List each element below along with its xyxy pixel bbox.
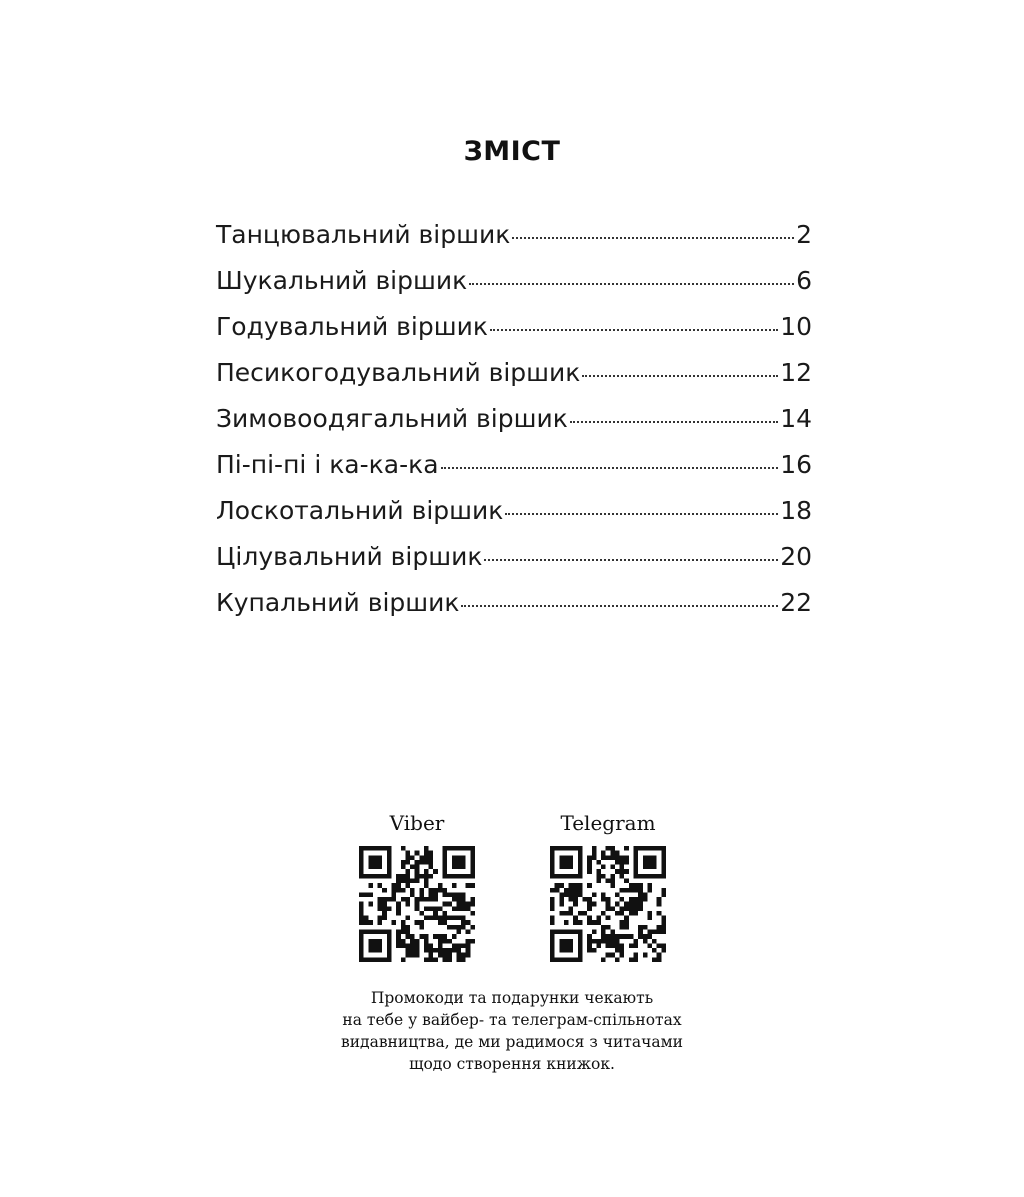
- toc-entry-title: Цілувальний віршик: [216, 542, 483, 571]
- toc-page-number: 12: [780, 358, 812, 387]
- toc-page-number: 22: [780, 588, 812, 617]
- promo-line: видавництва, де ми радимося з читачами: [340, 1033, 683, 1051]
- toc-page-number: 16: [780, 450, 812, 479]
- toc-entry-title: Шукальний віршик: [216, 266, 468, 295]
- toc-entry-title: Годувальний віршик: [216, 312, 488, 341]
- dot-leader: [505, 513, 778, 515]
- toc-entry[interactable]: [216, 450, 812, 496]
- toc-entry[interactable]: [216, 266, 812, 312]
- viber-qr-block: [357, 810, 477, 962]
- toc-entry-title: Лоскотальний віршик: [216, 496, 504, 525]
- toc-entry[interactable]: [216, 542, 812, 588]
- dot-leader: [490, 329, 778, 331]
- toc-entry[interactable]: [216, 312, 812, 358]
- page-title: ЗМІСТ: [463, 136, 561, 167]
- toc-entry-title: Пі-пі-пі і ка-ка-ка: [216, 450, 439, 479]
- telegram-qr-block: [548, 810, 668, 962]
- toc-page-number: 10: [780, 312, 812, 341]
- toc-entry-title: Купальний віршик: [216, 588, 460, 617]
- promo-line: на тебе у вайбер- та телеграм-спільнотах: [342, 1011, 682, 1029]
- viber-label: Viber: [389, 811, 445, 835]
- viber-qr-code-icon[interactable]: [359, 846, 475, 962]
- toc-entry[interactable]: [216, 358, 812, 404]
- toc-page-number: 18: [780, 496, 812, 525]
- promo-line: Промокоди та подарунки чекають: [370, 989, 654, 1007]
- dot-leader: [570, 421, 778, 423]
- toc-entry-title: Песикогодувальний віршик: [216, 358, 581, 387]
- dot-leader: [582, 375, 778, 377]
- toc-entry[interactable]: [216, 496, 812, 542]
- toc-entry[interactable]: [216, 404, 812, 450]
- dot-leader: [469, 283, 794, 285]
- telegram-qr-code-icon[interactable]: [550, 846, 666, 962]
- dot-leader: [484, 559, 778, 561]
- dot-leader: [441, 467, 779, 469]
- toc-page-number: 14: [780, 404, 812, 433]
- toc-entry[interactable]: [216, 588, 812, 634]
- toc-page-number: 20: [780, 542, 812, 571]
- dot-leader: [512, 237, 794, 239]
- promo-text: [262, 987, 762, 1075]
- table-of-contents: [216, 220, 812, 634]
- toc-page-number: 2: [796, 220, 812, 249]
- toc-entry-title: Зимовоодягальний віршик: [216, 404, 568, 433]
- toc-entry[interactable]: [216, 220, 812, 266]
- telegram-label: Telegram: [560, 811, 656, 835]
- toc-page-number: 6: [796, 266, 812, 295]
- promo-line: щодо створення книжок.: [409, 1055, 615, 1073]
- dot-leader: [461, 605, 778, 607]
- toc-entry-title: Танцювальний віршик: [216, 220, 511, 249]
